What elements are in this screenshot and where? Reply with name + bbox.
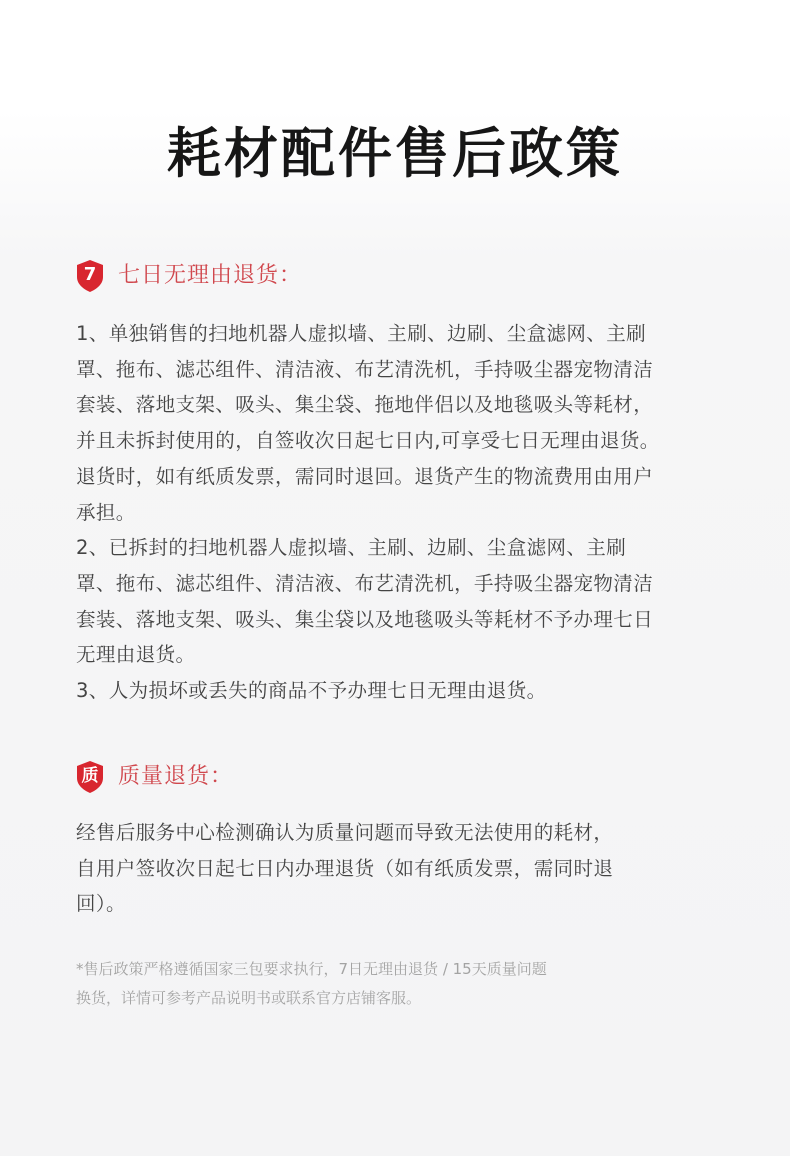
section-title: 七日无理由退货： [118,263,303,288]
badge-label: 7 [83,264,97,285]
body-line: 套装、落地支架、吸头、集尘袋以及地毯吸头等耗材不予办理七日 [76,607,654,631]
body-line: 套装、落地支架、吸头、集尘袋、拖地伴侣以及地毯吸头等耗材， [76,393,654,417]
section-body-quality-return [76,815,724,922]
body-line: 并且未拆封使用的，自签收次日起七日内,可享受七日无理由退货。 [76,429,660,453]
body-line: 回）。 [76,892,126,916]
badge-label: 质 [81,766,99,786]
section-body-seven-day-return [76,316,724,709]
footnote-line: 换货，详情可参考产品说明书或联系官方店铺客服。 [76,989,422,1007]
body-line: 2、已拆封的扫地机器人虚拟墙、主刷、边刷、尘盒滤网、主刷 [76,536,627,560]
shield-badge-icon [76,259,104,293]
shield-badge-icon [76,760,104,794]
body-line: 1、单独销售的扫地机器人虚拟墙、主刷、边刷、尘盒滤网、主刷 [76,322,647,345]
section-title: 质量退货： [118,764,234,789]
body-line: 无理由退货。 [76,643,196,667]
body-line: 罩、拖布、滤芯组件、清洁液、布艺清洗机，手持吸尘器宠物清洁 [76,571,654,595]
page-title: 耗材配件售后政策 [167,122,623,185]
section-header-seven-day-return [76,258,302,294]
section-header-quality-return [76,759,233,795]
body-line: 经售后服务中心检测确认为质量问题而导致无法使用的耗材， [76,821,614,844]
footnote-line: *售后政策严格遵循国家三包要求执行，7日无理由退货 / 15天质量问题 [76,960,547,978]
body-line: 罩、拖布、滤芯组件、清洁液、布艺清洗机，手持吸尘器宠物清洁 [76,357,654,381]
policy-footnote [76,955,726,1013]
body-line: 承担。 [76,500,136,524]
body-line: 3、人为损坏或丢失的商品不予办理七日无理由退货。 [76,679,547,703]
body-line: 退货时，如有纸质发票，需同时退回。退货产生的物流费用由用户 [76,464,654,488]
body-line: 自用户签收次日起七日内办理退货（如有纸质发票，需同时退 [76,856,614,880]
